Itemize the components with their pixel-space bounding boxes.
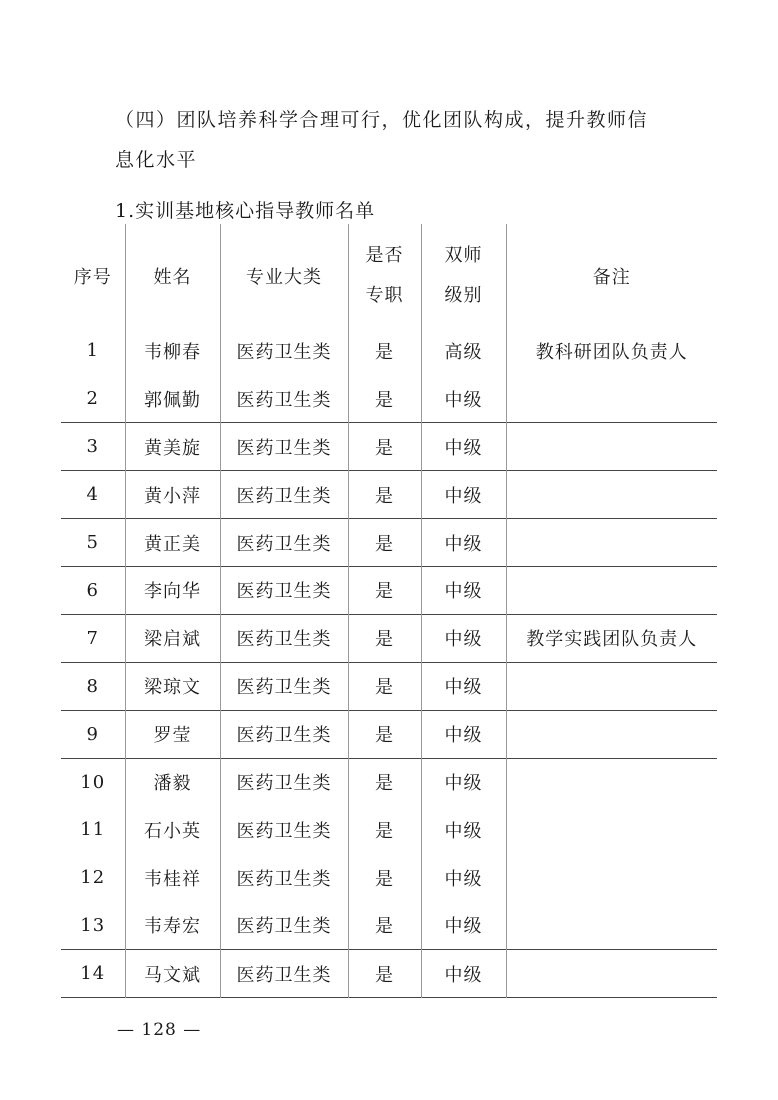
cell-index: 4 [61,471,125,519]
cell-remark [506,566,717,614]
cell-level: 中级 [421,662,506,710]
cell-index: 13 [61,902,125,950]
cell-fulltime: 是 [348,519,421,567]
cell-remark [506,854,717,902]
cell-remark: 教科研团队负责人 [506,327,717,375]
cell-fulltime: 是 [348,902,421,950]
cell-name: 罗莹 [125,710,220,758]
cell-fulltime: 是 [348,758,421,806]
table-header-row [61,224,717,327]
cell-index: 12 [61,854,125,902]
cell-major: 医药卫生类 [220,614,348,662]
cell-fulltime: 是 [348,806,421,854]
cell-name: 韦桂祥 [125,854,220,902]
table-row [61,950,717,998]
cell-name: 梁启斌 [125,614,220,662]
header-major: 专业大类 [220,224,348,327]
cell-level: 中级 [421,902,506,950]
cell-level: 中级 [421,423,506,471]
table-row [61,614,717,662]
cell-major: 医药卫生类 [220,662,348,710]
cell-name: 潘毅 [125,758,220,806]
cell-level: 中级 [421,710,506,758]
cell-name: 黄美旋 [125,423,220,471]
cell-name: 韦柳春 [125,327,220,375]
cell-name: 黄小萍 [125,471,220,519]
cell-index: 10 [61,758,125,806]
cell-level: 中级 [421,950,506,998]
table-row [61,519,717,567]
header-fulltime-line-1: 是否 [365,244,404,266]
table-row [61,710,717,758]
cell-major: 医药卫生类 [220,327,348,375]
table-caption: 1.实训基地核心指导教师名单 [115,200,376,222]
cell-index: 8 [61,662,125,710]
cell-level: 中级 [421,471,506,519]
header-remark: 备注 [506,224,717,327]
cell-level: 中级 [421,614,506,662]
cell-major: 医药卫生类 [220,566,348,614]
header-index: 序号 [61,224,125,327]
cell-remark [506,423,717,471]
cell-remark [506,471,717,519]
cell-remark: 教学实践团队负责人 [506,614,717,662]
header-level-line-1: 双师 [444,244,483,266]
header-name: 姓名 [125,224,220,327]
cell-level: 高级 [421,327,506,375]
teacher-roster-table [61,224,717,998]
header-level-line-2: 级别 [444,284,483,306]
cell-major: 医药卫生类 [220,902,348,950]
cell-fulltime: 是 [348,375,421,423]
cell-fulltime: 是 [348,423,421,471]
table-row [61,662,717,710]
cell-index: 6 [61,566,125,614]
header-fulltime [348,224,421,327]
cell-name: 马文斌 [125,950,220,998]
cell-fulltime: 是 [348,471,421,519]
cell-major: 医药卫生类 [220,710,348,758]
cell-remark [506,758,717,806]
cell-level: 中级 [421,758,506,806]
cell-major: 医药卫生类 [220,950,348,998]
table-row [61,758,717,806]
cell-fulltime: 是 [348,854,421,902]
cell-level: 中级 [421,854,506,902]
cell-fulltime: 是 [348,614,421,662]
table-row [61,566,717,614]
cell-remark [506,375,717,423]
section-heading [115,100,695,180]
cell-remark [506,902,717,950]
cell-remark [506,950,717,998]
cell-index: 7 [61,614,125,662]
table-row [61,902,717,950]
cell-major: 医药卫生类 [220,375,348,423]
cell-index: 9 [61,710,125,758]
cell-fulltime: 是 [348,950,421,998]
cell-major: 医药卫生类 [220,423,348,471]
cell-index: 3 [61,423,125,471]
table-row [61,471,717,519]
cell-fulltime: 是 [348,566,421,614]
cell-name: 李向华 [125,566,220,614]
header-fulltime-line-2: 专职 [365,284,404,306]
section-heading-line-1: （四）团队培养科学合理可行，优化团队构成，提升教师信 [115,109,649,131]
cell-name: 韦寿宏 [125,902,220,950]
table-body [61,327,717,997]
cell-fulltime: 是 [348,662,421,710]
cell-level: 中级 [421,806,506,854]
cell-major: 医药卫生类 [220,758,348,806]
table-row [61,375,717,423]
cell-level: 中级 [421,375,506,423]
cell-index: 2 [61,375,125,423]
cell-major: 医药卫生类 [220,806,348,854]
cell-remark [506,519,717,567]
cell-level: 中级 [421,566,506,614]
cell-fulltime: 是 [348,710,421,758]
cell-name: 黄正美 [125,519,220,567]
cell-fulltime: 是 [348,327,421,375]
cell-major: 医药卫生类 [220,471,348,519]
cell-remark [506,662,717,710]
cell-major: 医药卫生类 [220,519,348,567]
table-row [61,327,717,375]
cell-index: 11 [61,806,125,854]
cell-index: 1 [61,327,125,375]
table-row [61,854,717,902]
cell-major: 医药卫生类 [220,854,348,902]
cell-index: 14 [61,950,125,998]
cell-remark [506,710,717,758]
table-row [61,423,717,471]
cell-index: 5 [61,519,125,567]
cell-name: 郭佩勤 [125,375,220,423]
page-number: — 128 — [117,1020,202,1040]
section-heading-line-2: 息化水平 [115,149,198,171]
table-row [61,806,717,854]
cell-name: 石小英 [125,806,220,854]
header-level [421,224,506,327]
cell-level: 中级 [421,519,506,567]
cell-remark [506,806,717,854]
cell-name: 梁琼文 [125,662,220,710]
